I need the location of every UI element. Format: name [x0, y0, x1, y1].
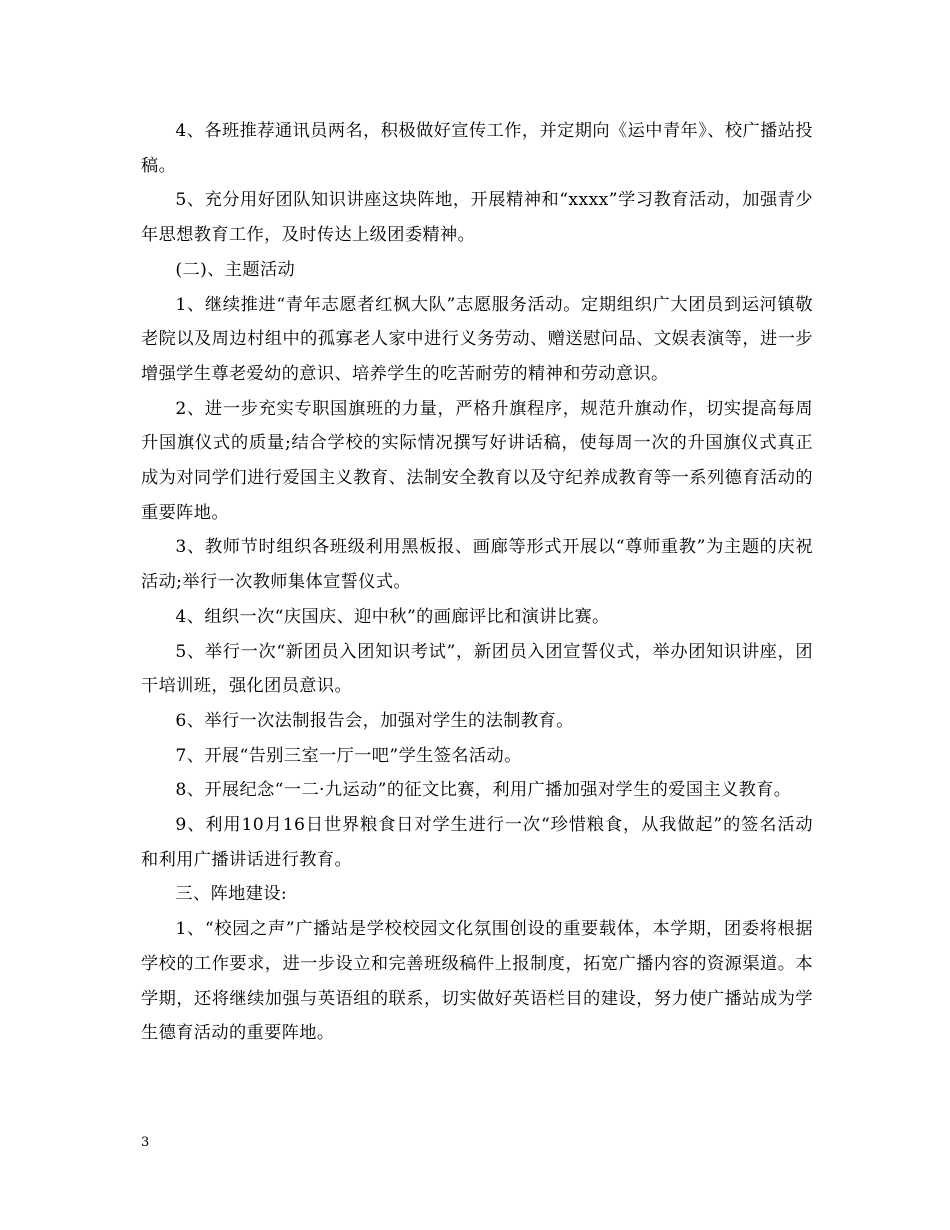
- section-heading-base-construction: 三、阵地建设:: [175, 884, 288, 905]
- paragraph-item-5-new-members: 5、举行一次“新团员入团知识考试”，新团员入团宣誓仪式，举办团知识讲座，团干培训班，强化团员意识。: [141, 641, 813, 697]
- paragraph-item-8-essay-contest: 8、开展纪念“一二·九运动”的征文比赛，利用广播加强对学生的爱国主义教育。: [175, 780, 792, 801]
- document-body: [141, 114, 813, 1051]
- paragraph-item-1-volunteers: 1、继续推进“青年志愿者红枫大队”志愿服务活动。定期组织广大团员到运河镇敬老院以及周边村组中的孤寡老人家中进行义务劳动、赠送慰问品、文娱表演等，进一步增强学生尊老爱幼的意识、培养学生的吃苦耐劳的精神和劳动意识。: [141, 294, 813, 384]
- paragraph-item-3-teachers-day: 3、教师节时组织各班级利用黑板报、画廊等形式开展以“尊师重教”为主题的庆祝活动;举行一次教师集体宣誓仪式。: [141, 537, 813, 593]
- paragraph-item-1-broadcast-station: 1、“校园之声”广播站是学校校园文化氛围创设的重要载体，本学期，团委将根据学校的工作要求，进一步设立和完善班级稿件上报制度，拓宽广播内容的资源渠道。本学期，还将继续加强与英语组的联系，切实做好英语栏目的建设，努力使广播站成为学生德育活动的重要阵地。: [141, 919, 813, 1044]
- paragraph-item-7-signature-campaign: 7、开展“告别三室一厅一吧”学生签名活动。: [175, 745, 522, 766]
- paragraph-item-6-legal-report: 6、举行一次法制报告会，加强对学生的法制教育。: [175, 710, 574, 731]
- paragraph-item-9-food-day: 9、利用10月16日世界粮食日对学生进行一次“珍惜粮食，从我做起”的签名活动和利用广播讲话进行教育。: [141, 815, 813, 870]
- paragraph-item-2-flag-team: 2、进一步充实专职国旗班的力量，严格升旗程序，规范升旗动作，切实提高每周升国旗仪式的质量;结合学校的实际情况撰写好讲话稿，使每周一次的升国旗仪式真正成为对同学们进行爱国主义教育、法制安全教育以及守纪养成教育等一系列德育活动的重要阵地。: [141, 398, 813, 523]
- section-heading-theme-activities: (二)、主题活动: [175, 259, 296, 280]
- page-number: 3: [141, 1135, 150, 1150]
- paragraph-item-5-knowledge-lectures: 5、充分用好团队知识讲座这块阵地，开展精神和“xxxx”学习教育活动，加强青少年思想教育工作，及时传达上级团委精神。: [141, 190, 813, 246]
- paragraph-item-4-national-day: 4、组织一次“庆国庆、迎中秋”的画廊评比和演讲比赛。: [175, 606, 610, 627]
- paragraph-item-4-correspondents: 4、各班推荐通讯员两名，积极做好宣传工作，并定期向《运中青年》、校广播站投稿。: [141, 121, 813, 176]
